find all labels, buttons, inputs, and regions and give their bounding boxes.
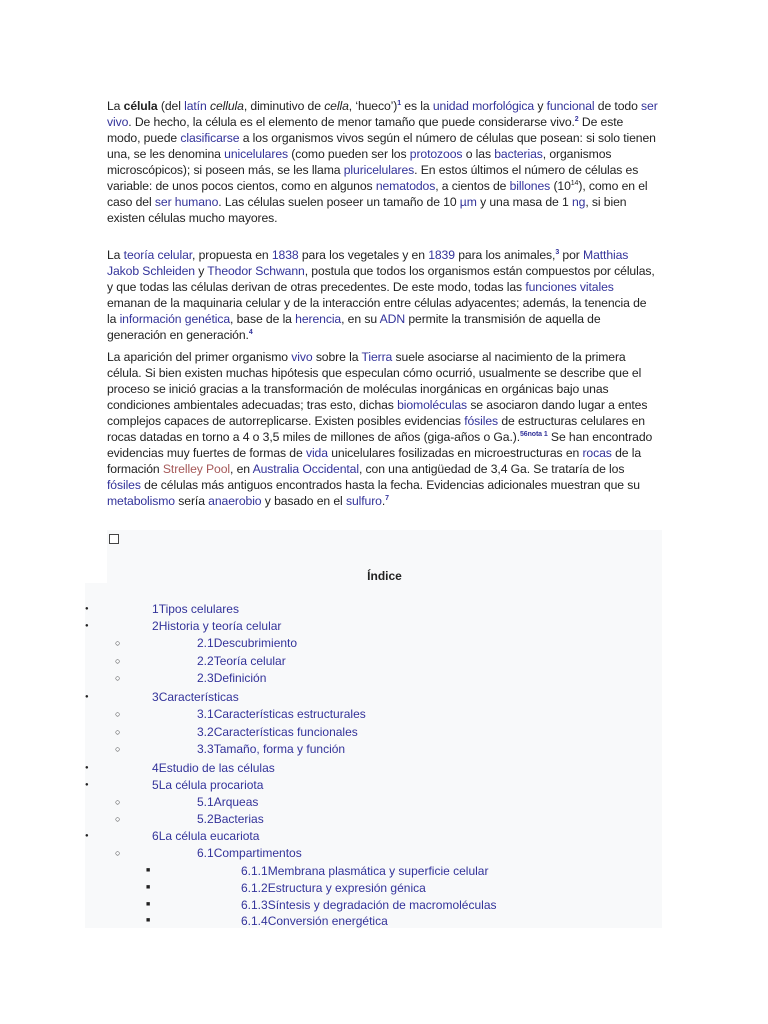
toc-bullet-icon: ● [85, 782, 89, 788]
toc-item-number: 5.2 [197, 812, 214, 826]
inline-link[interactable]: protozoos [409, 147, 463, 161]
paragraph-intro [107, 98, 659, 226]
toc-item[interactable] [152, 690, 239, 704]
text-run: sobre la [312, 350, 362, 364]
inline-link[interactable]: fósiles [107, 478, 141, 492]
toc-bullet-icon: ■ [146, 917, 151, 924]
toc-bullet-icon: ● [85, 833, 89, 839]
inline-link[interactable]: unidad morfológica [432, 99, 535, 113]
text-run: , ‘hueco’) [348, 99, 398, 113]
toc-bullet-icon: ○ [115, 814, 121, 824]
text-run: . Las células suelen poseer un tamaño de 10 [218, 195, 460, 209]
toc-title: Índice [367, 569, 402, 583]
toc-item[interactable] [241, 898, 497, 912]
text-run: La [107, 99, 124, 113]
inline-link[interactable]: funciones vitales [525, 280, 614, 294]
inline-link[interactable]: fósiles [464, 414, 499, 428]
text-run: y [534, 99, 547, 113]
toc-bullet-icon: ○ [115, 638, 121, 648]
toc-item-number: 1 [152, 602, 159, 616]
toc-item[interactable] [197, 812, 264, 826]
toc-item[interactable] [152, 602, 239, 616]
toc-item-label: Historia y teoría celular [158, 619, 282, 633]
inline-link[interactable]: Tierra [361, 350, 393, 364]
toc-item-label: La célula eucariota [158, 829, 260, 843]
toc-item-label: Estudio de las células [158, 761, 275, 775]
toc-item-label: Tipos celulares [158, 602, 239, 616]
text-run: emanan de la maquinaria celular y de la interacción entre células adyacentes; además, la tenencia de la [107, 296, 647, 326]
text-run: permite la transmisión de aquella de generación en generación. [107, 312, 601, 342]
inline-link[interactable]: ser vivo [107, 99, 658, 129]
text-run: . [381, 494, 386, 508]
toc-bullet-icon: ○ [115, 797, 121, 807]
inline-link[interactable]: Matthias Jakob Schleiden [107, 248, 629, 278]
toc-bullet-icon: ● [85, 694, 89, 700]
toc-item[interactable] [152, 619, 281, 633]
toc-item-number: 6.1.2 [241, 881, 268, 895]
inline-link[interactable]: pluricelulares [343, 163, 415, 177]
text-run: , con una antigüedad de 3,4 Ga. Se trataría de los [358, 462, 625, 476]
toc-bullet-icon: ■ [146, 901, 151, 908]
inline-link[interactable]: información genética [119, 312, 231, 326]
toc-item[interactable] [152, 761, 275, 775]
text-run: , postula que todos los organismos están compuestos por células, y que todas las células derivan de otras precedentes. De este modo, todas las [107, 264, 655, 294]
text-run: (10 [550, 179, 571, 193]
inline-link[interactable]: rocas [582, 446, 612, 460]
toc-item-label: Descubrimiento [213, 636, 298, 650]
toc-item-number: 6 [152, 829, 159, 843]
text-run: por [559, 248, 584, 262]
text-run: se asociaron dando lugar a entes complejos capaces de autorreplicarse. Existen posibles evidencias [107, 398, 648, 428]
reference-link[interactable]: 1 [397, 99, 402, 107]
toc-item-number: 5.1 [197, 795, 214, 809]
inline-link[interactable]: vivo [291, 350, 313, 364]
inline-link[interactable]: unicelulares [224, 147, 288, 161]
inline-link[interactable]: biomoléculas [397, 398, 468, 412]
text-run: (como pueden ser los [288, 147, 410, 161]
toc-item[interactable] [197, 846, 302, 860]
toc-item-number: 2.1 [197, 636, 214, 650]
inline-link[interactable]: Theodor Schwann [207, 264, 305, 278]
toc-bullet-icon: ○ [115, 709, 121, 719]
text-run: de la formación [107, 446, 641, 476]
toc-item-label: Conversión energética [267, 914, 388, 928]
toc-item-number: 3 [152, 690, 159, 704]
toc-bullet-icon: ● [85, 765, 89, 771]
text-run: o las [462, 147, 495, 161]
inline-link[interactable]: sulfuro [345, 494, 382, 508]
toc-bullet-icon: ○ [115, 727, 121, 737]
text-run: (del [157, 99, 185, 113]
toc-item[interactable] [197, 795, 258, 809]
toc-item-number: 6.1.3 [241, 898, 268, 912]
toc-bullet-icon: ● [85, 623, 89, 629]
inline-link[interactable]: nematodos [375, 179, 436, 193]
toc-bullet-icon: ○ [115, 673, 121, 683]
text-run: . De hecho, la célula es el elemento de menor tamaño que puede considerarse vivo. [128, 115, 575, 129]
toc-item-label: Características [158, 690, 239, 704]
toc-item[interactable] [241, 914, 388, 928]
inline-link[interactable]: 1838 [271, 248, 299, 262]
toc-item[interactable] [197, 742, 345, 756]
toc-item[interactable] [197, 707, 366, 721]
toc-item-label: Síntesis y degradación de macromoléculas [267, 898, 497, 912]
toc-item-label: Tamaño, forma y función [213, 742, 346, 756]
toc-item[interactable] [197, 671, 266, 685]
text-run: De este modo, puede [107, 115, 624, 145]
text-run: La [107, 248, 124, 262]
inline-link[interactable]: teoría celular [123, 248, 193, 262]
toc-item-label: Compartimentos [213, 846, 302, 860]
toc-item-number: 6.1.1 [241, 864, 268, 878]
text-run: a los organismos vivos según el número de células que posean: si solo tienen una, se les denomina [107, 131, 656, 161]
toc-item-number: 2 [152, 619, 159, 633]
exponent: 14 [570, 179, 579, 187]
text-run: es la [401, 99, 433, 113]
toc-item-number: 2.3 [197, 671, 214, 685]
toc-item-number: 3.3 [197, 742, 214, 756]
text-run: de estructuras celulares en rocas datadas en torno a 4 o 3,5 miles de millones de años (giga-años o Ga.). [107, 414, 645, 444]
toc-item-number: 6.1 [197, 846, 214, 860]
toc-item-label: Estructura y expresión génica [267, 881, 426, 895]
text-run: , en su [341, 312, 380, 326]
toc-item-number: 3.2 [197, 725, 214, 739]
bold-term: célula [123, 99, 158, 113]
toc-item-label: Membrana plasmática y superficie celular [267, 864, 489, 878]
text-run: , base de la [230, 312, 296, 326]
text-run: , diminutivo de [243, 99, 325, 113]
text-run: , a cientos de [435, 179, 510, 193]
text-run: de todo [594, 99, 642, 113]
toc-item[interactable] [197, 636, 297, 650]
toc-bullet-icon: ○ [115, 656, 121, 666]
toc-bullet-icon: ○ [115, 848, 121, 858]
toc-item-number: 5 [152, 778, 159, 792]
inline-link[interactable]: ng [571, 195, 586, 209]
text-run: para los vegetales y en [298, 248, 429, 262]
reference-link[interactable]: 5​6​nota 1 [520, 430, 548, 438]
inline-link[interactable]: Australia Occidental [252, 462, 359, 476]
inline-link[interactable]: 1839 [428, 248, 455, 262]
text-run: , en [230, 462, 253, 476]
toc-bullet-icon: ■ [146, 867, 151, 874]
inline-link[interactable]: herencia [295, 312, 342, 326]
text-run: unicelulares fosilizadas en microestructuras en [327, 446, 583, 460]
toc-item-label: Definición [213, 671, 267, 685]
text-run: y basado en el [261, 494, 346, 508]
text-run: y [194, 264, 208, 278]
text-run: La aparición del primer organismo [107, 350, 292, 364]
text-run: sería [175, 494, 209, 508]
text-run: . En estos últimos el número de células es variable: de unos pocos cientos, como en algunos [107, 163, 639, 193]
reference-link[interactable]: 2 [574, 115, 579, 123]
toc-item-label: Arqueas [213, 795, 259, 809]
reference-link[interactable]: 4 [248, 328, 253, 336]
toc-item[interactable] [197, 654, 286, 668]
text-run: , si bien existen células mucho mayores. [107, 195, 627, 225]
italic-term: cella [324, 99, 349, 113]
text-run: , organismos microscópicos); si poseen más, se les llama [107, 147, 612, 177]
toc-item-number: 2.2 [197, 654, 214, 668]
toc-bullet-icon: ● [85, 606, 89, 612]
inline-link[interactable]: funcional [546, 99, 595, 113]
toc-item-label: Características estructurales [213, 707, 366, 721]
inline-link[interactable]: vida [305, 446, 328, 460]
toc-bullet-icon: ○ [115, 744, 121, 754]
text-run: , propuesta en [192, 248, 272, 262]
toc-item-label: La célula procariota [158, 778, 264, 792]
toc-bullet-icon: ■ [146, 884, 151, 891]
inline-link[interactable]: Strelley Pool [162, 462, 231, 476]
toc-item-number: 4 [152, 761, 159, 775]
toc-item-label: Teoría celular [213, 654, 286, 668]
text-run: Se han encontrado evidencias muy fuertes de formas de [107, 430, 653, 460]
inline-link[interactable]: billones [509, 179, 551, 193]
inline-link[interactable]: metabolismo [107, 494, 175, 508]
inline-link[interactable]: latín [184, 99, 207, 113]
inline-link[interactable]: anaerobio [208, 494, 262, 508]
toc-item-number: 3.1 [197, 707, 214, 721]
reference-link[interactable]: 7 [385, 494, 389, 502]
toc-item-label: Bacterias [213, 812, 264, 826]
text-run: suele asociarse al nacimiento de la primera célula. Si bien existen muchas hipótesis que especulan cómo ocurrió, usualmente se describe que el proceso se inició gracias a la transformación de moléculas inorgánicas en orgánicas bajo unas condiciones ambientales adecuadas; tras esto, dichas [107, 350, 642, 412]
inline-link[interactable]: clasificarse [180, 131, 240, 145]
toc-item[interactable] [152, 778, 263, 792]
italic-term: cellula [209, 99, 244, 113]
toc-item[interactable] [241, 864, 488, 878]
text-run: de células más antiguos encontrados hasta la fecha. Evidencias adicionales muestran que su [140, 478, 640, 492]
toc-toggle-checkbox[interactable] [109, 534, 119, 544]
toc-item[interactable] [152, 829, 259, 843]
text-run: para los animales, [454, 248, 556, 262]
paragraph-origin [107, 349, 659, 509]
toc-item[interactable] [197, 725, 358, 739]
toc-item-label: Características funcionales [213, 725, 358, 739]
toc-item-number: 6.1.4 [241, 914, 268, 928]
reference-link[interactable]: 3 [555, 248, 560, 256]
inline-link[interactable]: ADN [379, 312, 406, 326]
inline-link[interactable]: ser humano [154, 195, 219, 209]
text-run: ), como en el caso del [107, 179, 648, 209]
paragraph-cell-theory [107, 247, 659, 343]
inline-link[interactable]: µm [459, 195, 477, 209]
toc-item[interactable] [241, 881, 426, 895]
inline-link[interactable]: bacterias [494, 147, 543, 161]
text-run: y una masa de 1 [476, 195, 572, 209]
